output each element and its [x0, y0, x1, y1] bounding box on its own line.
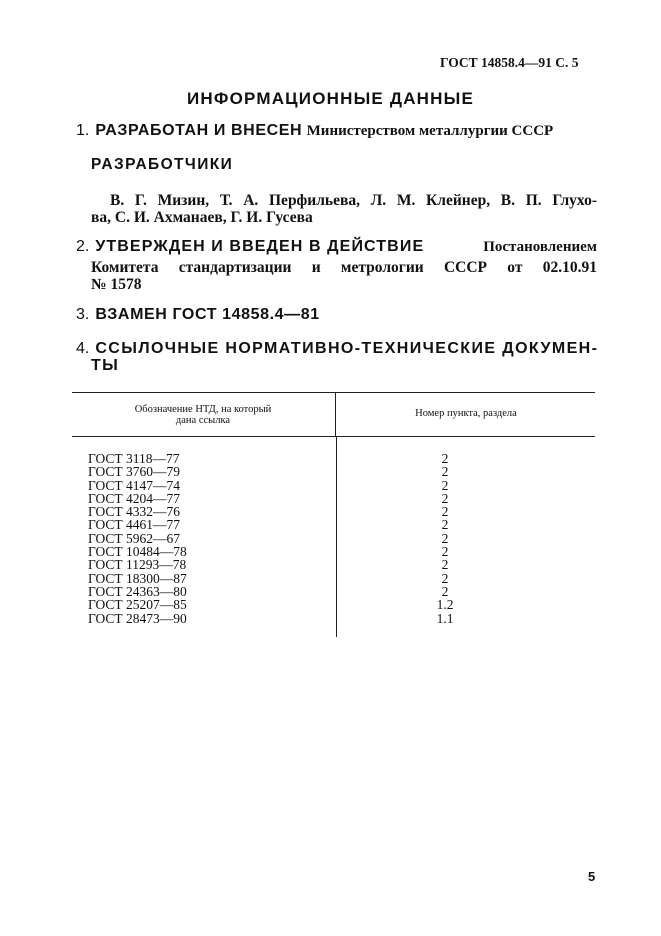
table-header-ntd-line-1: Обозначение НТД, на который — [134, 404, 272, 415]
section-1-text: Министерством металлургии СССР — [306, 123, 554, 139]
section-2 — [76, 238, 597, 256]
section-1 — [76, 122, 553, 140]
table-cell-ntd: ГОСТ 5962—67 — [88, 530, 181, 546]
section-4 — [76, 340, 597, 358]
section-4-heading-cont — [91, 357, 119, 375]
page-header-ref: ГОСТ 14858.4—91 С. 5 — [440, 55, 579, 70]
developers-line-1: В. Г. Мизин, Т. А. Перфильева, Л. М. Клейнер, В. П. Глухо- — [110, 192, 597, 209]
developers-line-2: ва, С. И. Ахманаев, Г. И. Гусева — [91, 209, 313, 226]
section-2-number: 2. — [76, 238, 90, 255]
table-cell-clause: 2 — [441, 517, 449, 533]
table-cell-clause: 2 — [441, 544, 449, 560]
table-cell-ntd: ГОСТ 4332—76 — [88, 504, 181, 520]
table-header-rule — [72, 436, 595, 437]
table-cell-clause: 2 — [441, 557, 449, 573]
table-cell-ntd: ГОСТ 11293—78 — [88, 557, 187, 573]
section-4-heading-2: ТЫ — [91, 357, 120, 374]
table-cell-ntd: ГОСТ 4461—77 — [88, 517, 181, 533]
section-3-heading: ВЗАМЕН ГОСТ 14858.4—81 — [95, 306, 320, 323]
page-number: 5 — [588, 869, 596, 884]
table-header-ntd — [72, 404, 334, 426]
section-2-text-3: № 1578 — [91, 276, 142, 293]
table-cell-clause: 2 — [441, 477, 449, 493]
table-cell-clause: 1.2 — [436, 597, 454, 613]
table-header-clause: Номер пункта, раздела — [415, 408, 517, 419]
table-cell-ntd: ГОСТ 10484—78 — [88, 544, 187, 560]
developers-heading: РАЗРАБОТЧИКИ — [91, 156, 234, 173]
table-cell-ntd: ГОСТ 4147—74 — [88, 477, 181, 493]
table-ntd-column — [88, 452, 288, 625]
table-cell-ntd: ГОСТ 18300—87 — [88, 570, 187, 586]
table-cell-clause: 2 — [441, 490, 449, 506]
table-cell-clause: 2 — [441, 451, 449, 466]
table-cell-clause: 2 — [441, 504, 449, 520]
section-4-number: 4. — [76, 340, 90, 357]
table-cell-ntd: ГОСТ 3118—77 — [88, 451, 180, 466]
table-cell-ntd: ГОСТ 4204—77 — [88, 490, 181, 506]
table-cell-ntd: ГОСТ 28473—90 — [88, 610, 187, 626]
section-2-heading: УТВЕРЖДЕН И ВВЕДЕН В ДЕЙСТВИЕ — [95, 238, 425, 255]
table-cell-ntd: ГОСТ 25207—85 — [88, 597, 187, 613]
table-cell-clause: 1.1 — [436, 610, 454, 626]
table-clause-column — [420, 452, 470, 625]
table-header-ntd-line-2: дана ссылка — [175, 415, 231, 426]
section-2-text-2: Комитета стандартизации и метрологии СССР от 02.10.91 — [91, 259, 597, 276]
table-top-rule — [72, 392, 595, 393]
section-1-number: 1. — [76, 122, 90, 139]
page-title: ИНФОРМАЦИОННЫЕ ДАННЫЕ — [186, 89, 475, 108]
table-cell-clause: 2 — [441, 583, 449, 599]
table-cell-clause: 2 — [441, 464, 449, 480]
table-column-divider — [336, 437, 337, 637]
table-cell-ntd: ГОСТ 3760—79 — [88, 464, 181, 480]
section-3 — [76, 306, 320, 324]
table-header-divider — [335, 393, 336, 436]
table-cell-clause: 2 — [441, 570, 449, 586]
section-3-number: 3. — [76, 306, 90, 323]
section-1-heading: РАЗРАБОТАН И ВНЕСЕН — [95, 122, 303, 139]
table-cell-ntd: ГОСТ 24363—80 — [88, 583, 187, 599]
section-4-heading-1: ССЫЛОЧНЫЕ НОРМАТИВНО-ТЕХНИЧЕСКИЕ ДОКУМЕН- — [95, 340, 599, 357]
section-2-text-1: Постановлением — [483, 239, 597, 255]
table-cell-clause: 2 — [441, 530, 449, 546]
